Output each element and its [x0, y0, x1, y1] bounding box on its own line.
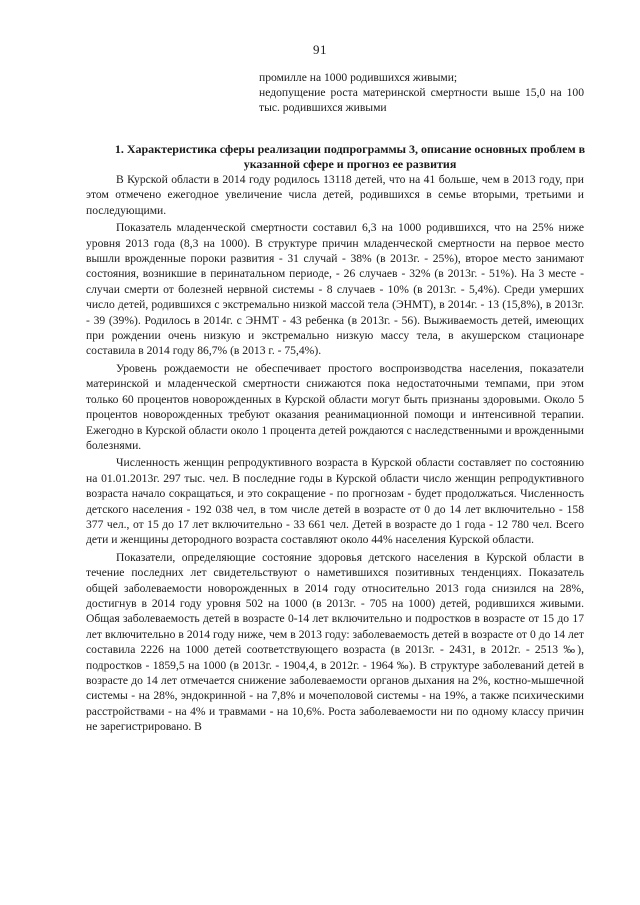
paragraph: Показатели, определяющие состояние здоровья детского населения в Курской области в течение последних лет свидетельствуют о наметившихся позитивных тенденциях. Показатель общей заболеваемости новорожденных в 2014 году относительно 2013 года снизился на 28%, достигнув в 2014 году уровня 502 на 1000 (в 2013г. - 705 на 1000) детей, родившихся живыми. Общая заболеваемость детей в возрасте 0-14 лет включительно и подростков в возрасте от 15 до 17 лет включительно в 2014 году ниже, чем в 2013 году: заболеваемость детей в возрасте от 0 до 14 лет составила 2226 на 1000 детей соответствующего возраста (в 2013г. - 2431, в 2012г. - 2513 ‰), подростков - 1859,5 на 1000 (в 2013г. - 1904,4, в 2012г. - 1964 ‰). В структуре заболеваний детей в возрасте до 14 лет отмечается снижение заболеваемости органов дыхания на 2%, костно-мышечной системы - на 28%, эндокринной - на 7,8% и мочеполовой системы - на 19%, а также психическими расстройствами - на 4% и травмами - на 10,6%. Роста заболеваемости ни по одному классу причин не зарегистрировано. В [86, 550, 584, 734]
paragraph: Показатель младенческой смертности составил 6,3 на 1000 родившихся, что на 25% ниже уровня 2013 года (8,3 на 1000). В структуре причин младенческой смертности на первое место вышли врожденные пороки развития - 31 случай - 38% (в 2013г. - 25%), второе место занимают состояния, возникшие в перинатальном периоде, - 26 случаев - 32% (в 2013г. - 51%). На 3 месте - случаи смерти от болезней нервной системы - 8 случаев - 10% (в 2013г. - 5,4%). Среди умерших число детей, родившихся с экстремально низкой массой тела (ЭНМТ), в 2014г. - 13 (15,8%), в 2013г. - 39 (39%). Родилось в 2014г. с ЭНМТ - 43 ребенка (в 2013г. - 56). Выживаемость детей, имеющих при рождении очень низкую и экстремально низкую массу тела, в акушерском стационаре составила в 2014 году 86,7% (в 2013 г. - 75,4%). [86, 221, 584, 358]
paragraph: В Курской области в 2014 году родилось 13118 детей, что на 41 больше, чем в 2013 году, при этом отмечено ежегодное увеличение числа детей, родившихся в семье вторыми, третьими и последующими. [86, 173, 584, 217]
indicator-line: промилле на 1000 родившихся живыми; [259, 71, 458, 84]
indicator-line: недопущение роста материнской смертности выше 15,0 на 100 тыс. родившихся живыми [259, 86, 584, 114]
body-text [86, 172, 584, 737]
section-heading: 1. Характеристика сферы реализации подпрограммы 3, описание основных проблем в указанной сфере и прогноз ее развития [114, 142, 586, 171]
indicators-list [259, 70, 584, 115]
paragraph: Уровень рождаемости не обеспечивает простого воспроизводства населения, показатели материнской и младенческой смертности снижаются пока недостаточными темпами, при этом только 60 процентов новорожденных в Курской области могут быть признаны здоровыми. Около 5 процентов новорожденных требуют оказания реанимационной помощи и интенсивной терапии. Ежегодно в Курской области около 1 процента детей рождаются с наследственными и врожденными болезнями. [86, 361, 584, 452]
page-number: 91 [313, 42, 327, 57]
paragraph: Численность женщин репродуктивного возраста в Курской области составляет по состоянию на 01.01.2013г. 297 тыс. чел. В последние годы в Курской области число женщин репродуктивного возраста начало сокращаться, и это сокращение - по прогнозам - будет продолжаться. Численность детского населения - 192 038 чел, в том числе детей в возрасте от 0 до 14 лет включительно - 158 377 чел., от 15 до 17 лет включительно - 33 661 чел. Детей в возрасте до 1 года - 12 780 чел. Всего дети и женщины детородного возраста составляют около 44% населения Курской области. [86, 456, 584, 547]
